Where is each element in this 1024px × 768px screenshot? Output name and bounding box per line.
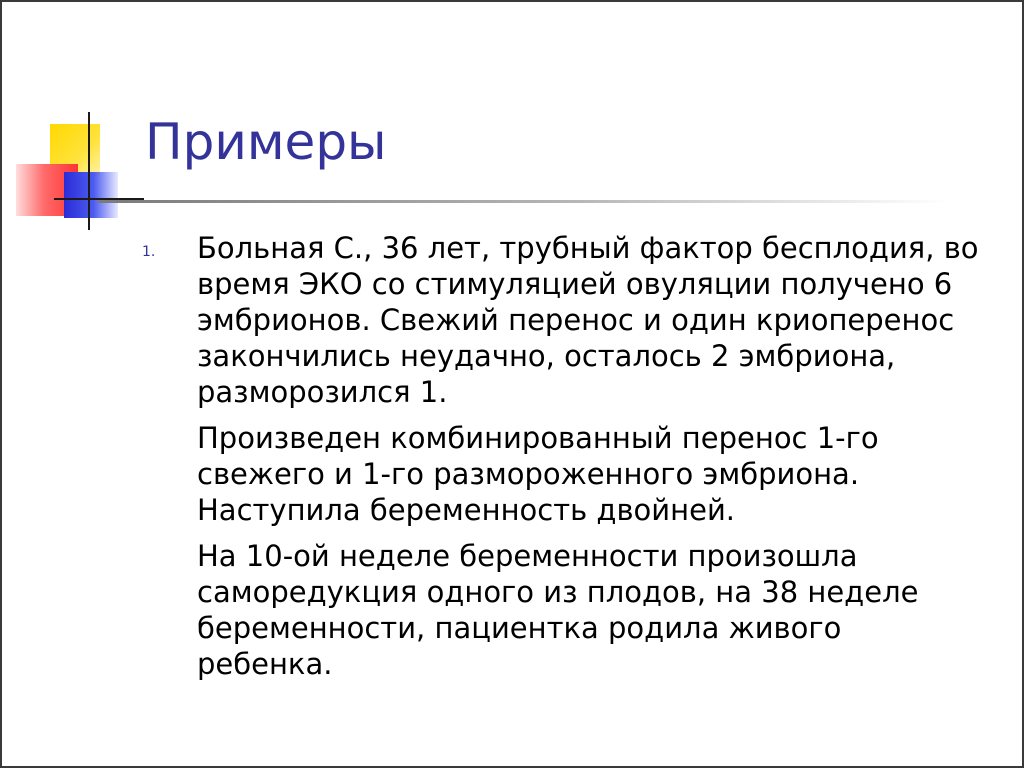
paragraph-outcome: На 10-ой неделе беременности произошла саморедукция одного из плодов, на 38 неделе беременности, пациентка родила живого ребенка. xyxy=(197,539,919,681)
paragraph-case-description: Больная С., 36 лет, трубный фактор бесплодия, во время ЭКО со стимуляцией овуляции получено 6 эмбрионов. Свежий перенос и один криоперенос закончились неудачно, осталось 2 эмбриона, разморозился 1. xyxy=(197,231,979,409)
blue-square xyxy=(64,172,118,218)
list-item xyxy=(142,230,982,682)
slide-title: Примеры xyxy=(145,113,387,171)
list-number-marker: 1. xyxy=(142,244,156,260)
slide-content xyxy=(142,230,982,692)
title-underline-rule xyxy=(98,200,948,203)
decorative-squares-logo xyxy=(2,2,162,242)
vertical-crosshair-line xyxy=(88,112,90,230)
paragraph-transfer: Произведен комбинированный перенос 1-го свежего и 1-го размороженного эмбриона. Наступила беременность двойней. xyxy=(197,421,879,527)
